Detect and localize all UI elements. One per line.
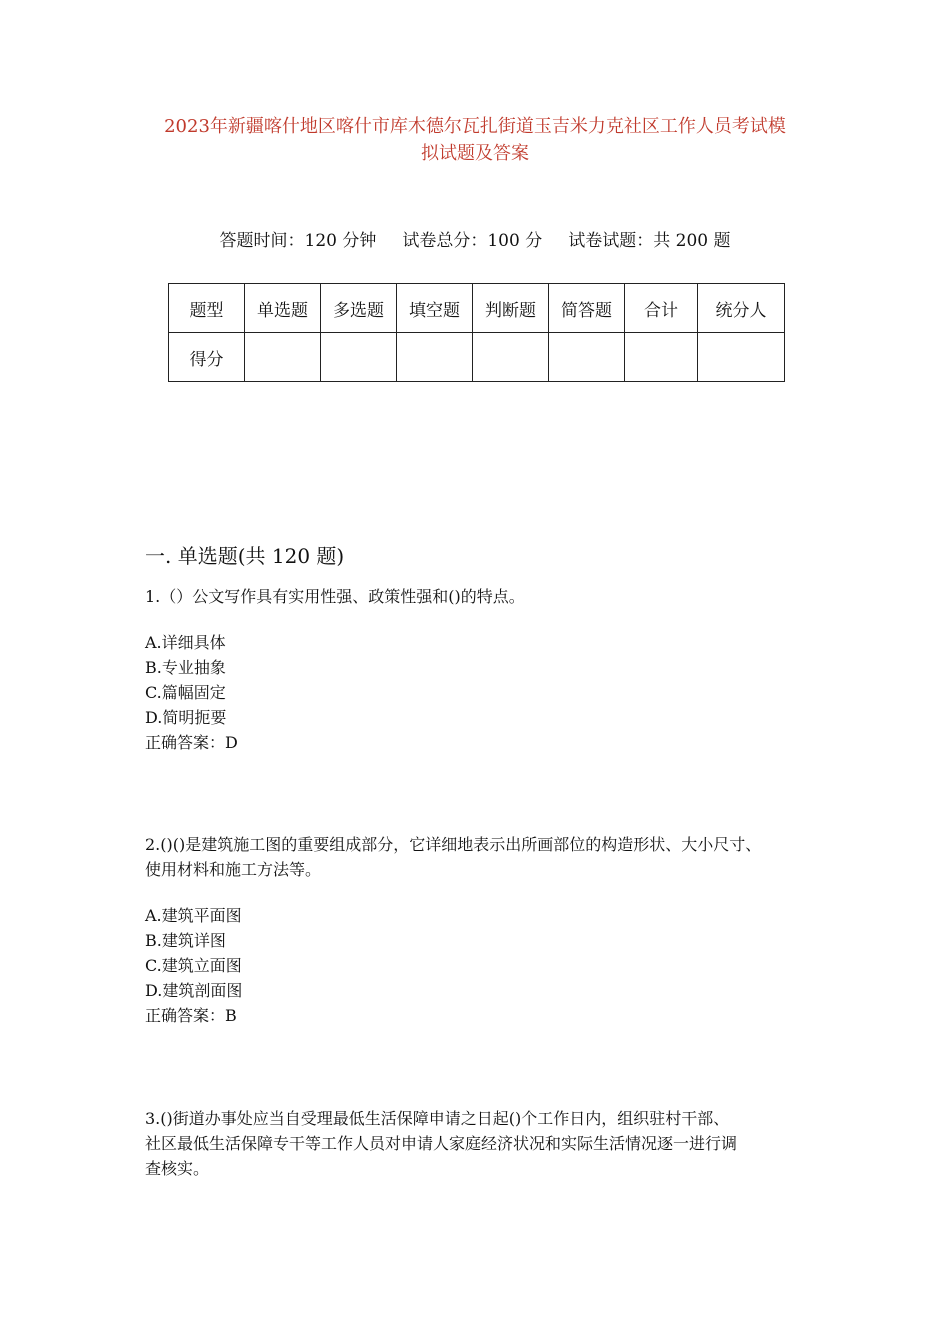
score-cell [698, 333, 785, 382]
correct-answer: 正确答案：B [145, 1006, 237, 1025]
exam-question-count: 试卷试题：共 200 题 [568, 231, 731, 251]
correct-answer: 正确答案：D [145, 733, 238, 752]
score-cell [245, 333, 321, 382]
stem-line: 2.()()是建筑施工图的重要组成部分，它详细地表示出所画部位的构造形状、大小尺寸、 [145, 835, 762, 854]
title-line-1: 2023年新疆喀什地区喀什市库木德尔瓦扎街道玉吉米力克社区工作人员考试模 [164, 116, 786, 137]
section-title: 一. 单选题(共 120 题) [145, 544, 345, 568]
question-stem [145, 584, 815, 609]
score-table-score-row [169, 333, 785, 382]
header-cell-short: 简答题 [549, 284, 625, 333]
question-options [145, 630, 815, 755]
question-stem [145, 1106, 815, 1181]
header-cell-judge: 判断题 [473, 284, 549, 333]
question-2 [145, 832, 815, 1028]
stem-line: 1.（）公文写作具有实用性强、政策性强和()的特点。 [145, 587, 525, 606]
exam-total-score: 试卷总分：100 分 [402, 231, 543, 251]
header-cell-type: 题型 [169, 284, 245, 333]
option-c: C.建筑立面图 [145, 956, 242, 975]
question-options [145, 903, 815, 1028]
question-stem [145, 832, 815, 882]
option-d: D.简明扼要 [145, 708, 227, 727]
header-cell-fill: 填空题 [397, 284, 473, 333]
header-cell-scorer: 统分人 [698, 284, 785, 333]
option-c: C.篇幅固定 [145, 683, 226, 702]
document-title [130, 113, 820, 167]
score-table [168, 283, 785, 382]
question-3 [145, 1106, 815, 1181]
title-line-2: 拟试题及答案 [421, 143, 529, 164]
option-d: D.建筑剖面图 [145, 981, 243, 1000]
question-1 [145, 584, 815, 755]
exam-meta [0, 226, 950, 251]
score-cell [473, 333, 549, 382]
score-row-label: 得分 [169, 333, 245, 382]
stem-line: 社区最低生活保障专干等工作人员对申请人家庭经济状况和实际生活情况逐一进行调 [145, 1134, 738, 1153]
stem-line: 查核实。 [145, 1159, 210, 1178]
score-cell [549, 333, 625, 382]
option-a: A.建筑平面图 [145, 906, 242, 925]
header-cell-multi: 多选题 [321, 284, 397, 333]
option-b: B.建筑详图 [145, 931, 226, 950]
stem-line: 3.()街道办事处应当自受理最低生活保障申请之日起()个工作日内，组织驻村干部、 [145, 1109, 730, 1128]
score-cell [397, 333, 473, 382]
score-cell [321, 333, 397, 382]
stem-line: 使用材料和施工方法等。 [145, 860, 322, 879]
header-cell-single: 单选题 [245, 284, 321, 333]
score-cell [625, 333, 698, 382]
option-b: B.专业抽象 [145, 658, 226, 677]
option-a: A.详细具体 [145, 633, 226, 652]
header-cell-total: 合计 [625, 284, 698, 333]
exam-time: 答题时间：120 分钟 [219, 231, 377, 251]
score-table-header-row [169, 284, 785, 333]
